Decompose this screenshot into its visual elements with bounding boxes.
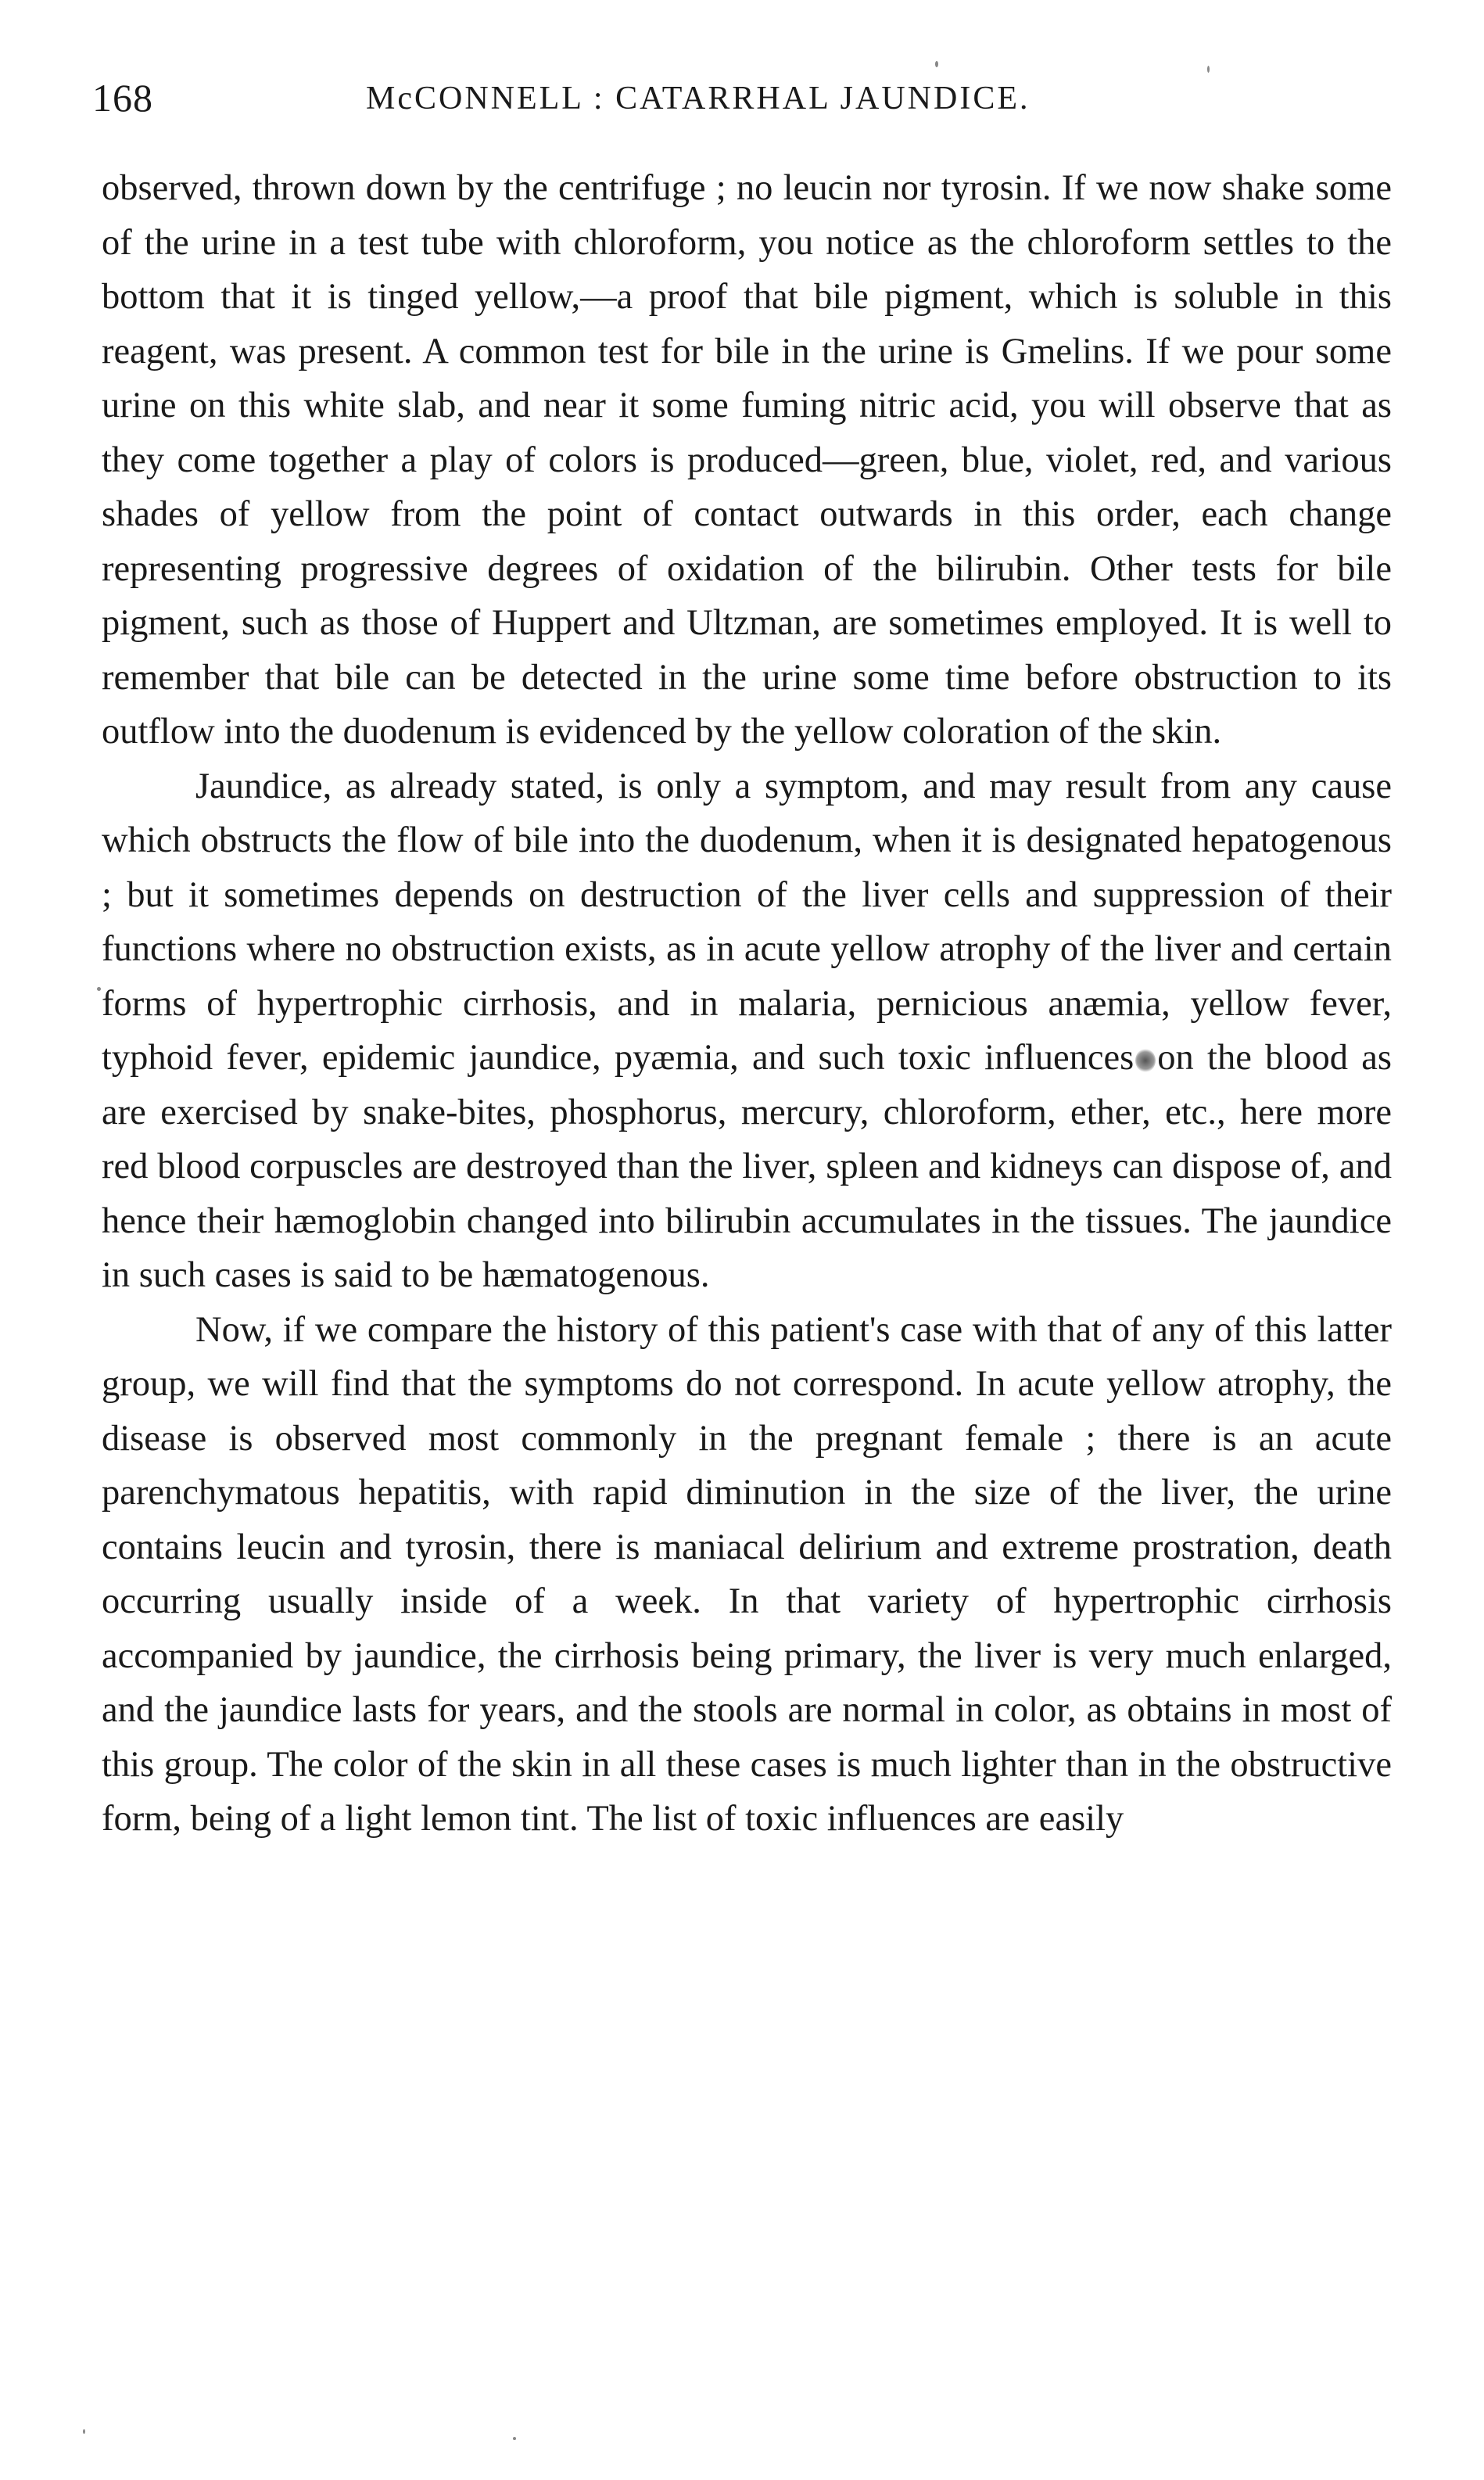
scan-speck [83,2429,85,2434]
running-title: McCONNELL : CATARRHAL JAUNDICE. [366,81,1031,117]
scan-speck [1207,66,1210,73]
running-head [92,75,1406,122]
ink-smudge [1135,1049,1156,1072]
paragraph-comparison: Now, if we compare the history of this patient's case with that of any of this latter group, we will find that the symptoms do not correspond. In acute yellow atrophy, the disease is observed most commonly in the pregnant female ; there is an acute parenchymatous hepatitis, with rapid diminution in the size of the liver, the urine contains leucin and tyrosin, there is maniacal delirium and extreme prostration, death occurring usually inside of a week. In that variety of hypertrophic cirrhosis accompanied by jaundice, the cirrhosis being primary, the liver is very much enlarged, and the jaundice lasts for years, and the stools are normal in color, as obtains in most of this group. The color of the skin in all these cases is much lighter than in the obstructive form, being of a light lemon tint. The list of toxic influences are easily [102,1309,1392,1839]
scan-speck [513,2437,516,2440]
paragraph-jaundice-part-1: Jaundice, as already stated, is only a symptom, and may result from any cause which obstructs the flow of bile into the duodenum, when it is designated hepatogenous ; but it sometimes depends on destruction of the liver cells and suppression of their functions where no obstruction exists, as in acute yellow atrophy of the liver and certain forms of hypertrophic cirrhosis, and in malaria, pernicious anæmia, yellow fever, typhoid fever, epidemic jaundice, pyæmia, and such toxic influences [102,766,1392,1078]
page-number: 168 [92,76,153,120]
paragraph-jaundice [102,759,1392,1303]
paragraph-continued: observed, thrown down by the centrifuge ; no leucin nor tyrosin. If we now shake some of the urine in a test tube with chloroform, you notice as the chloroform settles to the bottom that it is tinged yellow,—a proof that bile pigment, which is soluble in this reagent, was present. A common test for bile in the urine is Gmelins. If we pour some urine on this white slab, and near it some fuming nitric acid, you will observe that as they come together a play of colors is produced—green, blue, violet, red, and various shades of yellow from the point of contact outwards in this order, each change representing progressive degrees of oxidation of the bilirubin. Other tests for bile pigment, such as those of Huppert and Ultzman, are sometimes employed. It is well to remember that bile can be detected in the urine some time before obstruction to its outflow into the duodenum is evidenced by the yellow coloration of the skin. [102,168,1392,752]
paragraph-jaundice-part-2: on the blood as are exercised by snake-bites, phosphorus, mercury, chloroform, ether, etc., here more red blood corpuscles are destroyed than the liver, spleen and kidneys can dispose of, and hence their hæmoglobin changed into bilirubin accumulates in the tissues. The jaundice in such cases is said to be hæmatogenous. [102,1038,1392,1295]
body-text [102,161,1392,1847]
scan-speck [935,61,938,67]
scan-speck [97,987,101,991]
